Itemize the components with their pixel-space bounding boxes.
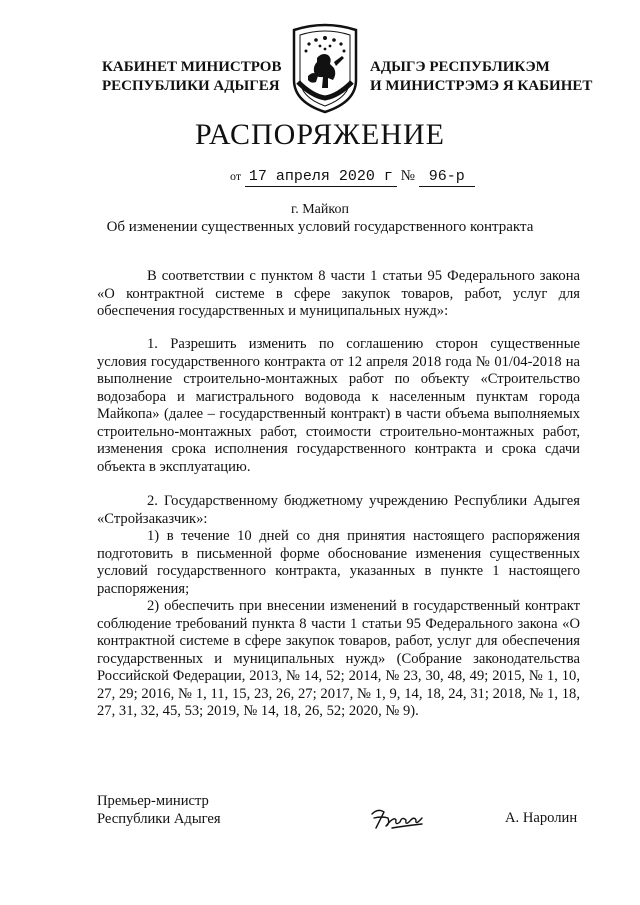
issuer-name-russian (102, 58, 281, 96)
adygea-coat-of-arms-icon (284, 22, 366, 114)
document-type-title: РАСПОРЯЖЕНИЕ (194, 118, 446, 151)
handwritten-signature-icon (368, 806, 426, 832)
issuer-line-2: РЕСПУБЛИКИ АДЫГЕЯ (102, 78, 280, 94)
issuer-line-1: КАБИНЕТ МИНИСТРОВ (102, 59, 282, 75)
intro-text: В соответствии с пунктом 8 части 1 статьи 95 Федерального закона «О контрактной системе в сфере закупок товаров, работ, услуг для обеспечения государственных и муниципальных нужд»: (97, 268, 580, 319)
date-number-line (230, 168, 475, 187)
item-2-2-text: 2) обеспечить при внесении изменений в государственный контракт соблюдение требований пункта 8 части 1 статьи 95 Федерального закона «О контрактной системе в сфере закупок товаров, работ, услуг для обеспечения государственных и муниципальных нужд» (Собрание законодательства Российской Федерации, 2013, № 14, 52; 2014, № 23, 30, 48, 49; 2015, № 1, 10, 27, 29; 2016, № 1, 11, 15, 23, 26, 27; 2017, № 1, 9, 14, 18, 24, 31; 2018, № 1, 18, 27, 31, 32, 45, 53; 2019, № 14, 18, 26, 52; 2020, № 9). (97, 598, 580, 719)
signatory-position-line-2: Республики Адыгея (97, 810, 221, 827)
signatory-position (97, 793, 221, 828)
number-label: № (400, 168, 415, 184)
item-1-text: 1. Разрешить изменить по соглашению сторон существенные условия государственного контракта от 12 апреля 2018 года № 01/04-2018 на выполнение строительно-монтажных работ по объекту «Строительство водозабора и магистрального водовода к населенным пунктам города Майкопа» (далее – государственный контракт) в части объема выполняемых строительно-монтажных работ, стоимости строительно-монтажных работ, изменения срока исполнения государственного контракта и срока сдачи объекта в эксплуатацию. (97, 336, 580, 475)
intro-paragraph (97, 268, 580, 321)
item-2-text: 2. Государственному бюджетному учреждению Республики Адыгея «Стройзаказчик»: (97, 493, 580, 527)
item-2-block (97, 493, 580, 721)
signatory-name: А. Наролин (505, 810, 578, 826)
issuer-name-adyghe (370, 58, 592, 96)
document-subject: Об изменении существенных условий государственного контракта (106, 219, 534, 235)
document-number: 96-р (419, 168, 475, 187)
item-1-paragraph (97, 336, 580, 476)
item-2-1-text: 1) в течение 10 дней со дня принятия настоящего распоряжения подготовить в письменной форме обоснование изменения существенных условий государственного контракта, указанных в пункте 1 настоящего распоряжения; (97, 528, 580, 597)
document-date: 17 апреля 2020 г (245, 168, 397, 187)
issuer-adyghe-line-2: И МИНИСТРЭМЭ Я КАБИНЕТ (370, 78, 593, 94)
issuer-adyghe-line-1: АДЫГЭ РЕСПУБЛИКЭМ (370, 59, 550, 75)
signatory-position-line-1: Премьер-министр (97, 793, 209, 809)
city-line: г. Майкоп (291, 202, 349, 217)
date-prefix: от (230, 169, 242, 183)
